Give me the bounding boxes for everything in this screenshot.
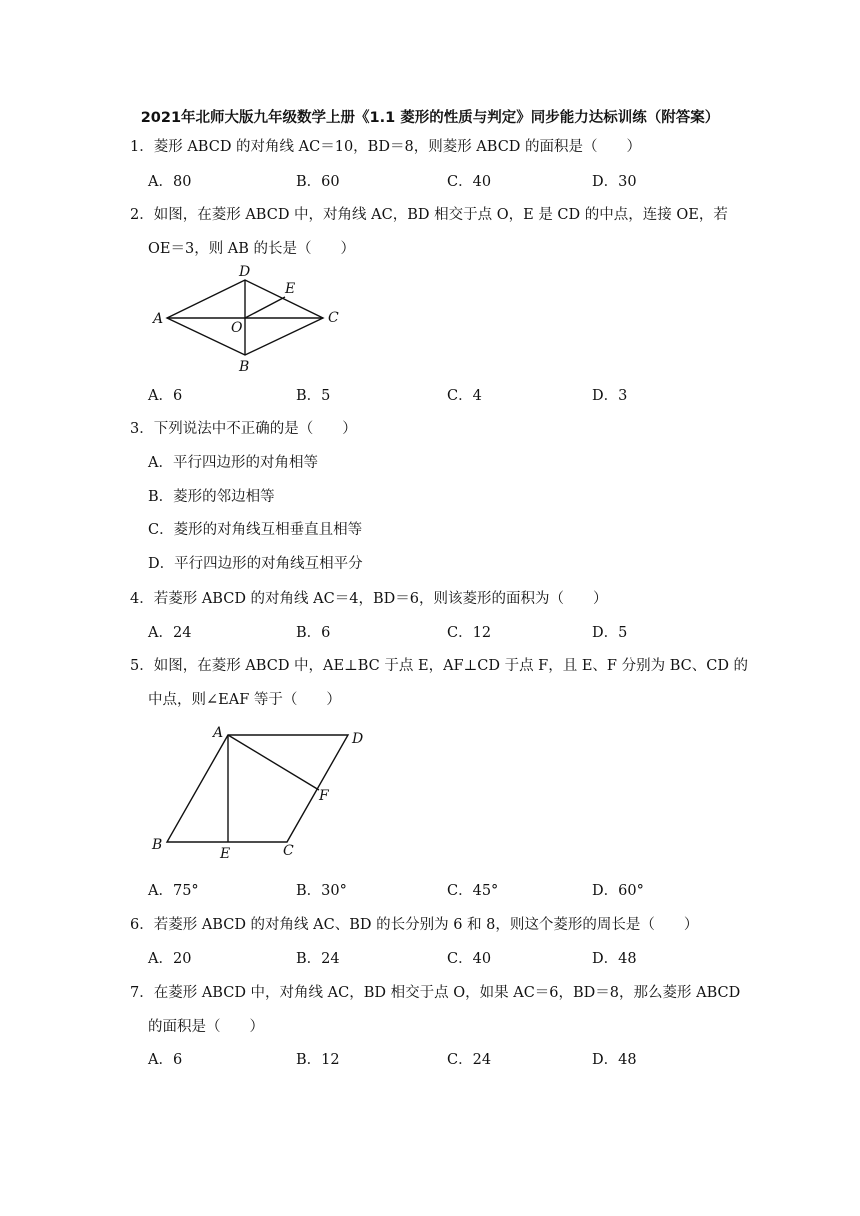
question-2-stem-cont: OE＝3，则 AB 的长是（ ）: [148, 241, 356, 257]
rhombus-figure-1: [145, 262, 355, 377]
question-4-option-d: D．5: [592, 625, 628, 641]
question-7-option-b: B．12: [296, 1052, 340, 1068]
question-1-option-a: A．80: [148, 174, 192, 190]
question-3-option-a: A．平行四边形的对角相等: [148, 455, 318, 471]
figure2-label-d: D: [352, 731, 364, 747]
question-2-option-d: D．3: [592, 388, 628, 404]
question-3-stem: 3．下列说法中不正确的是（ ）: [130, 421, 357, 437]
figure1-label-c: C: [328, 310, 339, 326]
figure2-label-e: E: [220, 846, 231, 862]
question-4-option-c: C．12: [447, 625, 492, 641]
figure2-label-b: B: [152, 837, 163, 853]
question-4-stem: 4．若菱形 ABCD 的对角线 AC＝4，BD＝6，则该菱形的面积为（ ）: [130, 591, 608, 607]
figure1-label-d: D: [239, 264, 251, 280]
question-2-option-a: A．6: [148, 388, 183, 404]
question-1-stem: 1．菱形 ABCD 的对角线 AC＝10，BD＝8，则菱形 ABCD 的面积是（ ）: [130, 139, 642, 155]
question-6-option-c: C．40: [447, 951, 492, 967]
question-1-option-b: B．60: [296, 174, 340, 190]
question-2-stem: 2．如图，在菱形 ABCD 中，对角线 AC，BD 相交于点 O，E 是 CD 的中点，连接 OE，若: [130, 207, 728, 223]
question-7-option-d: D．48: [592, 1052, 637, 1068]
question-3-option-d: D．平行四边形的对角线互相平分: [148, 556, 363, 572]
question-7-stem-cont: 的面积是（ ）: [148, 1019, 264, 1035]
figure1-label-e: E: [285, 281, 296, 297]
question-7-option-c: C．24: [447, 1052, 492, 1068]
question-1-option-c: C．40: [447, 174, 492, 190]
page-title: 2021年北师大版九年级数学上册《1.1 菱形的性质与判定》同步能力达标训练（附答案）: [140, 110, 720, 126]
figure2-label-c: C: [283, 843, 294, 859]
rhombus-figure-2: [145, 718, 375, 863]
question-5-option-d: D．60°: [592, 883, 644, 899]
question-5-option-a: A．75°: [148, 883, 199, 899]
question-5-option-c: C．45°: [447, 883, 499, 899]
question-3-option-b: B．菱形的邻边相等: [148, 489, 275, 505]
question-6-option-d: D．48: [592, 951, 637, 967]
question-1-option-d: D．30: [592, 174, 637, 190]
question-6-stem: 6．若菱形 ABCD 的对角线 AC、BD 的长分别为 6 和 8，则这个菱形的周长是（ ）: [130, 917, 699, 933]
figure1-label-b: B: [239, 359, 250, 375]
figure1-label-o: O: [231, 320, 243, 336]
question-2-option-c: C．4: [447, 388, 482, 404]
figure2-label-a: A: [213, 725, 224, 741]
question-3-option-c: C．菱形的对角线互相垂直且相等: [148, 522, 363, 538]
figure1-label-a: A: [153, 311, 164, 327]
question-7-option-a: A．6: [148, 1052, 183, 1068]
question-4-option-a: A．24: [148, 625, 192, 641]
question-5-stem: 5．如图，在菱形 ABCD 中，AE⊥BC 于点 E，AF⊥CD 于点 F，且 E、F 分别为 BC、CD 的: [130, 658, 749, 674]
question-2-option-b: B．5: [296, 388, 331, 404]
question-5-stem-cont: 中点，则∠EAF 等于（ ）: [148, 692, 341, 708]
question-4-option-b: B．6: [296, 625, 331, 641]
question-5-option-b: B．30°: [296, 883, 347, 899]
figure2-label-f: F: [319, 788, 329, 804]
question-7-stem: 7．在菱形 ABCD 中，对角线 AC，BD 相交于点 O，如果 AC＝6，BD＝8，那么菱形 ABCD: [130, 985, 741, 1001]
question-6-option-b: B．24: [296, 951, 340, 967]
question-6-option-a: A．20: [148, 951, 192, 967]
